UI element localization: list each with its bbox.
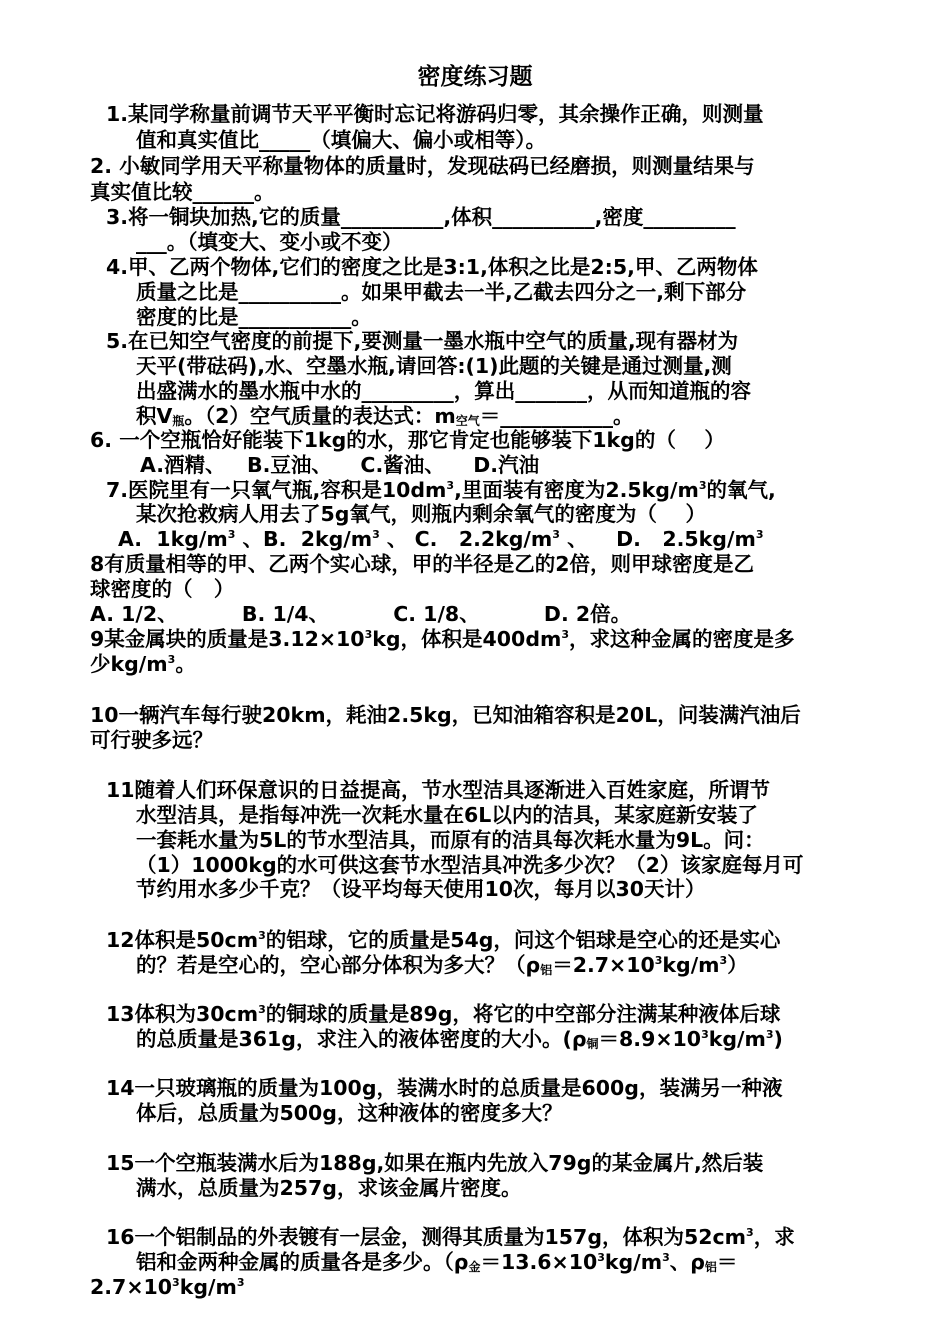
q10-line-2: 可行驶多远？ — [90, 728, 213, 752]
q6-options: A.酒精、 B.豆油、 C.酱油、 D.汽油 — [140, 453, 540, 477]
q15-line-1: 15一个空瓶装满水后为188g,如果在瓶内先放入79g的某金属片,然后装 — [106, 1151, 764, 1175]
q9-line-2: 少$kg/m^3$。 — [90, 652, 196, 676]
q5-line-3: 出盛满水的墨水瓶中水的_________，算出_______，从而知道瓶的容 — [136, 379, 751, 403]
q14-line-1: 14一只玻璃瓶的质量为100g，装满水时的总质量是600g，装满另一种液 — [106, 1076, 783, 1100]
q11-line-5: 节约用水多少千克？（设平均每天使用10次，每月以30天计） — [136, 877, 706, 901]
q8-line-1: 8有质量相等的甲、乙两个实心球，甲的半径是乙的2倍，则甲球密度是乙 — [90, 552, 755, 576]
q16-line-3: $2.7\times 10^3kg/m^3$ — [90, 1275, 245, 1299]
q10-line-1: 10一辆汽车每行驶20km，耗油2.5kg，已知油箱容积是20L，问装满汽油后 — [90, 703, 801, 727]
q4-line-2: 质量之比是__________。如果甲截去一半,乙截去四分之一,剩下部分 — [136, 280, 747, 304]
q12-line-2: 的？若是空心的，空心部分体积为多大？$(\rho_铝=2.7\times 10^3kg/m^3)$ — [136, 953, 748, 977]
q15-line-2: 满水，总质量为257g，求该金属片密度。 — [136, 1176, 522, 1200]
q11-line-3: 一套耗水量为5L的节水型洁具，而原有的洁具每次耗水量为9L。问： — [136, 828, 765, 852]
q11-line-4: （1）1000kg的水可供这套节水型洁具冲洗多少次？（2）该家庭每月可 — [136, 853, 804, 877]
q3-line-1: 3.将一铜块加热,它的质量__________,体积__________,密度_________ — [106, 205, 736, 229]
q2-line-1: 2. 小敏同学用天平称量物体的质量时，发现砝码已经磨损，则测量结果与 — [90, 154, 755, 178]
q12-line-1: 12体积是$50cm^3$的铝球，它的质量是54g，问这个铝球是空心的还是实心 — [106, 928, 781, 952]
q2-line-2: 真实值比较______。 — [90, 180, 275, 204]
q11-line-2: 水型洁具，是指每冲洗一次耗水量在6L以内的洁具，某家庭新安装了 — [136, 803, 758, 827]
q14-line-2: 体后，总质量为500g，这种液体的密度多大？ — [136, 1101, 563, 1125]
q3-line-2: ___。（填变大、变小或不变） — [136, 230, 403, 254]
q11-line-1: 11随着人们环保意识的日益提高，节水型洁具逐渐进入百姓家庭，所谓节 — [106, 778, 771, 802]
q9-line-1: 9某金属块的质量是$3.12\times 10^3kg$，体积是$400dm^3$，求这种金属的密度是多 — [90, 627, 795, 651]
q5-line-1: 5.在已知空气密度的前提下,要测量一墨水瓶中空气的质量,现有器材为 — [106, 329, 739, 353]
q1-line-2: 值和真实值比_____（填偏大、偏小或相等）。 — [136, 128, 546, 152]
q7-line-1: 7.医院里有一只氧气瓶,容积是$10dm^3$,里面装有密度为$2.5kg/m^3$的氧气, — [106, 478, 776, 502]
q13-line-2: 的总质量是361g，求注入的液体密度的大小。$(\rho_铜=8.9\times 10^3kg/m^3)$ — [136, 1027, 783, 1051]
q6-line-1: 6. 一个空瓶恰好能装下1kg的水，那它肯定也能够装下1kg的（ ） — [90, 428, 725, 452]
q16-line-1: 16一个铝制品的外表镀有一层金，测得其质量为157g，体积为$52cm^3$，求 — [106, 1225, 795, 1249]
q4-line-3: 密度的比是___________。 — [136, 305, 372, 329]
q5-line-2: 天平(带砝码),水、空墨水瓶,请回答:(1)此题的关键是通过测量,测 — [136, 354, 732, 378]
q4-line-1: 4.甲、乙两个物体,它们的密度之比是3:1,体积之比是2:5,甲、乙两物体 — [106, 255, 758, 279]
q5-line-4: 积$V_瓶$。（2）空气质量的表达式：$m_{空气}=\_\_\_\_\_\_\_\_\_\_\_$。 — [136, 404, 634, 428]
q7-options: A. $1kg/m^3$ 、B. $2kg/m^3$ 、 C. $2.2kg/m^3$ 、 D. $2.5kg/m^3$ — [118, 527, 764, 551]
q1-line-1: 1.某同学称量前调节天平平衡时忘记将游码归零，其余操作正确，则测量 — [106, 102, 764, 126]
page-title: 密度练习题 — [417, 64, 533, 90]
q8-options: A. 1/2、 B. 1/4、 C. 1/8、 D. 2倍。 — [90, 602, 632, 626]
q16-line-2: 铝和金两种金属的质量各是多少。（$\rho_金=13.6\times 10^3kg/m^3$、$\rho_铝=$ — [136, 1250, 738, 1274]
q13-line-1: 13体积为$30cm^3$的铜球的质量是89g，将它的中空部分注满某种液体后球 — [106, 1002, 781, 1026]
q8-line-2: 球密度的（ ） — [90, 577, 235, 601]
q7-line-2: 某次抢救病人用去了5g氧气，则瓶内剩余氧气的密度为（ ） — [136, 502, 706, 526]
